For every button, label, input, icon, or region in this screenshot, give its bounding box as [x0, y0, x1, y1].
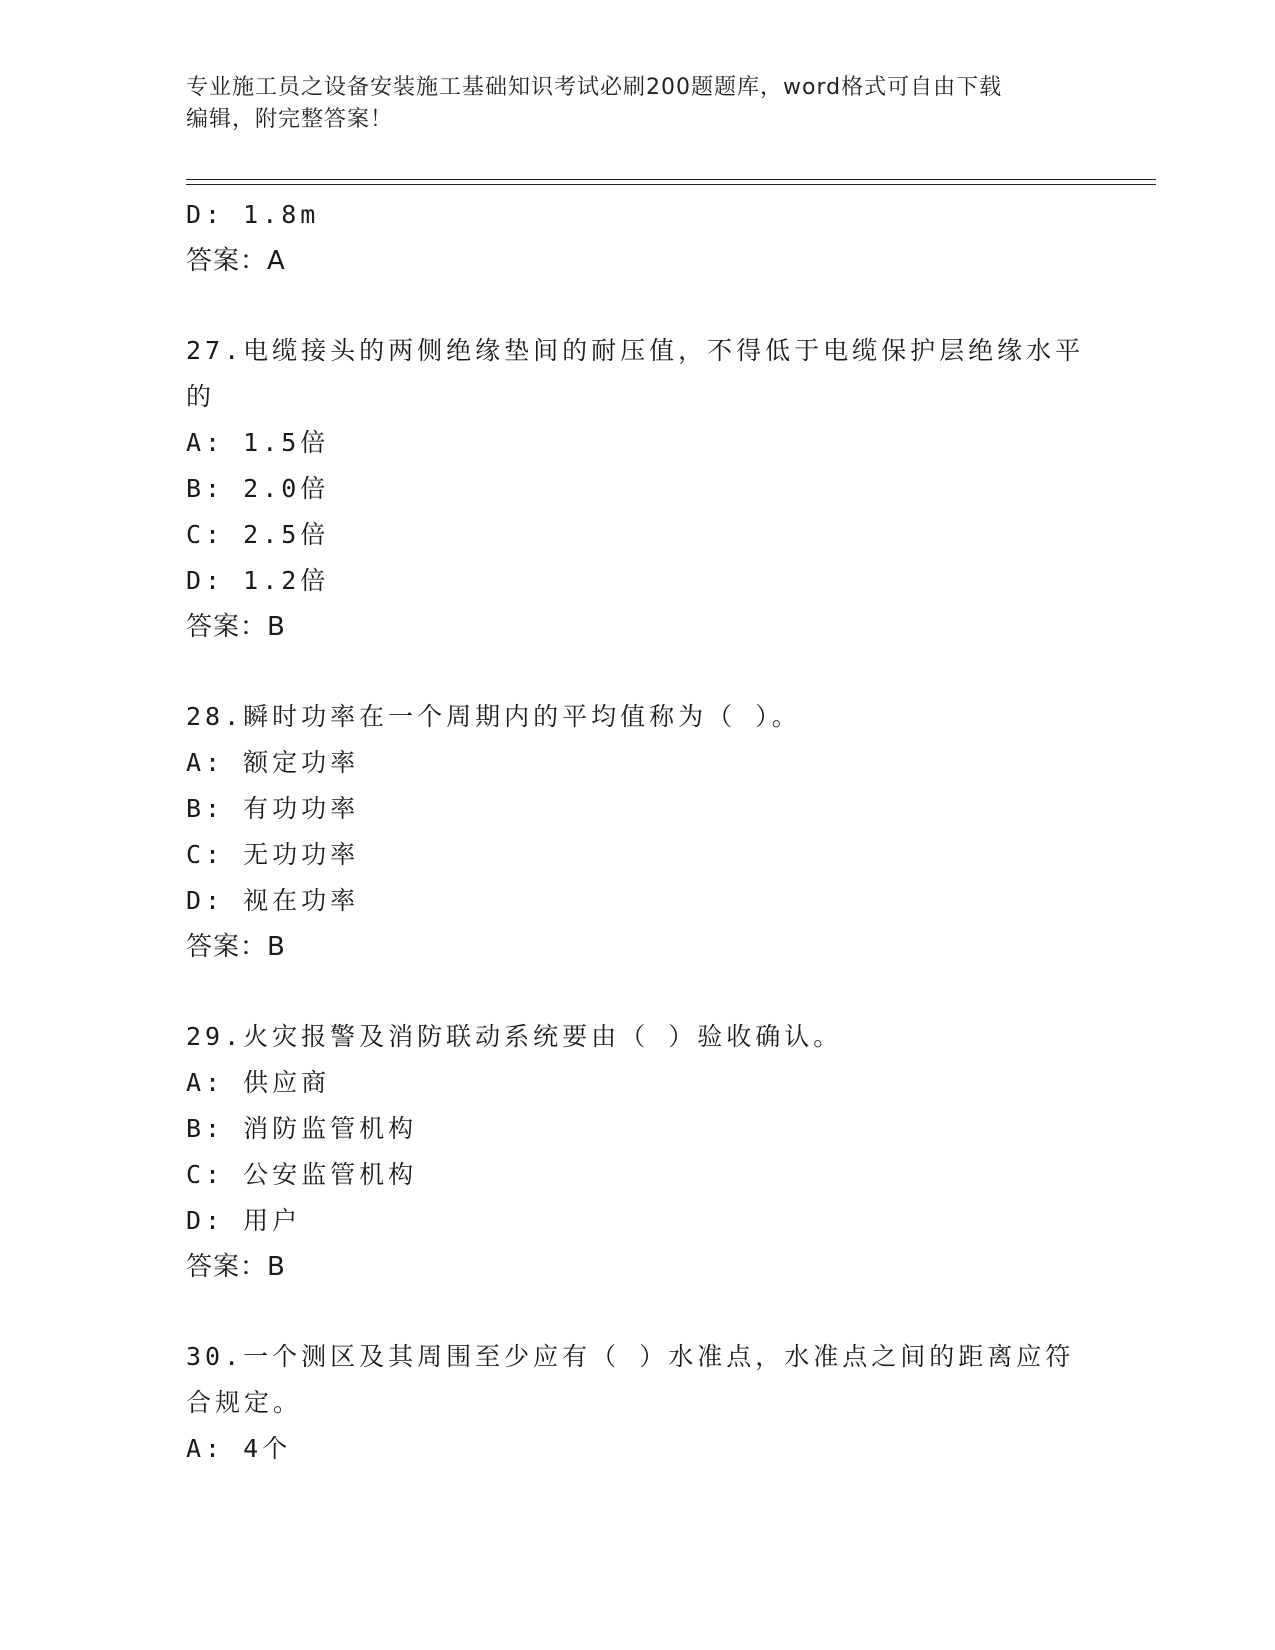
question-29-option-a: A: 供应商	[186, 1068, 331, 1097]
question-30-stem-cont: 合规定。	[186, 1388, 303, 1417]
question-28-option-a: A: 额定功率	[186, 748, 360, 777]
question-27-option-d: D: 1.2倍	[186, 566, 330, 595]
question-29-option-c: C: 公安监管机构	[186, 1160, 418, 1189]
question-27-option-a: A: 1.5倍	[186, 428, 330, 457]
spacer	[186, 970, 1086, 1014]
question-27-stem-cont: 的	[186, 382, 216, 411]
question-27-stem: 27.电缆接头的两侧绝缘垫间的耐压值，不得低于电缆保护层绝缘水平	[186, 336, 1085, 365]
spacer	[186, 1290, 1086, 1334]
question-28-option-b: B: 有功功率	[186, 794, 360, 823]
header-rule-bottom	[186, 184, 1156, 185]
question-29-stem: 29.火灾报警及消防联动系统要由（ ）验收确认。	[186, 1022, 843, 1051]
question-content	[186, 192, 1086, 1472]
question-28-option-c: C: 无功功率	[186, 840, 360, 869]
header-line-2: 编辑，附完整答案！	[186, 107, 394, 132]
question-27-option-c: C: 2.5倍	[186, 520, 330, 549]
spacer	[186, 284, 1086, 328]
header-line-1: 专业施工员之设备安装施工基础知识考试必刷200题题库，word格式可自由下载	[186, 75, 1003, 100]
question-30-stem: 30.一个测区及其周围至少应有（ ）水准点，水准点之间的距离应符	[186, 1342, 1075, 1371]
answer-26: 答案：A	[186, 246, 286, 276]
question-28-option-d: D: 视在功率	[186, 886, 360, 915]
answer-27: 答案：B	[186, 612, 286, 642]
question-29-option-d: D: 用户	[186, 1206, 302, 1235]
answer-29: 答案：B	[186, 1252, 286, 1282]
question-30-option-a: A: 4个	[186, 1434, 292, 1463]
answer-28: 答案：B	[186, 932, 286, 962]
header-rule-top	[186, 179, 1156, 180]
question-27-option-b: B: 2.0倍	[186, 474, 330, 503]
question-28-stem: 28.瞬时功率在一个周期内的平均值称为（ ）。	[186, 702, 801, 731]
option-d-prev: D: 1.8m	[186, 200, 320, 229]
spacer	[186, 650, 1086, 694]
document-header	[186, 72, 1086, 136]
question-29-option-b: B: 消防监管机构	[186, 1114, 418, 1143]
